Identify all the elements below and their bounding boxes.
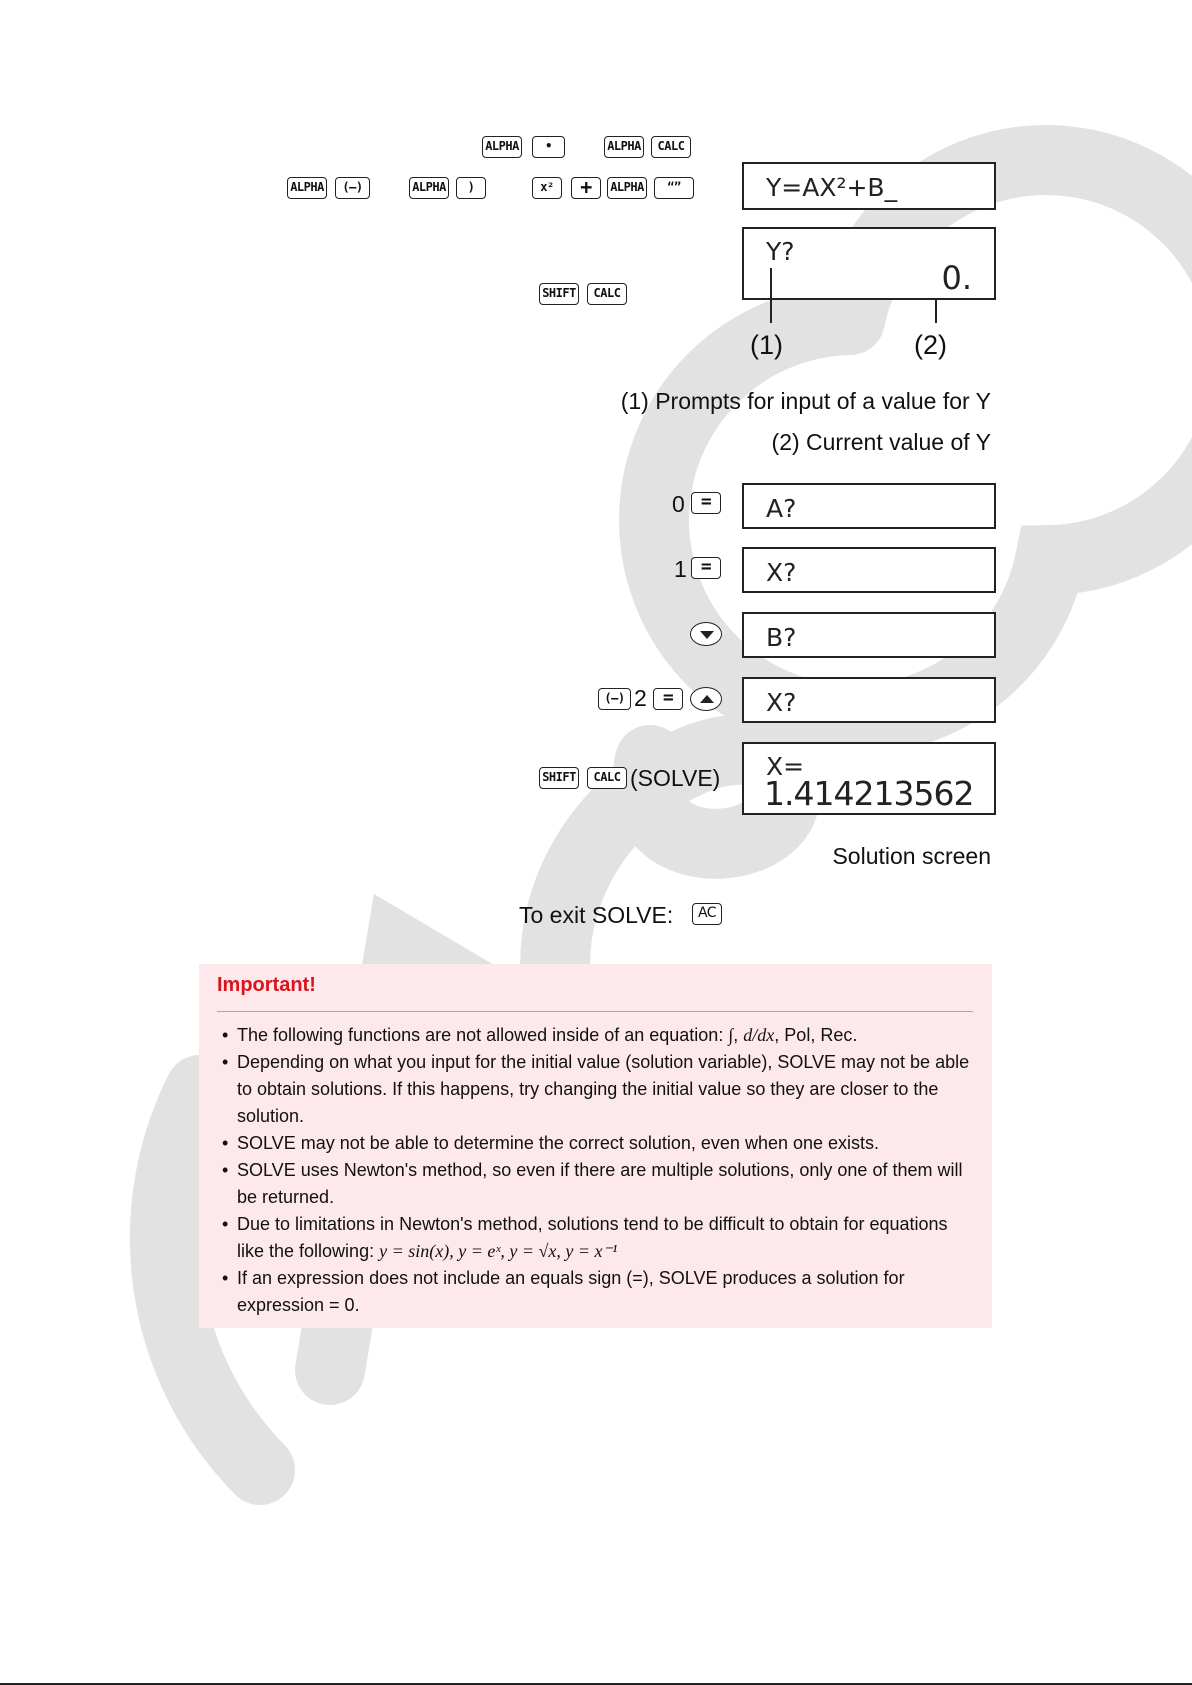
callout-label-2: (2): [914, 330, 947, 360]
quote-key: “”: [654, 177, 694, 199]
input-value-1: 1: [674, 556, 687, 582]
input-value-0: 0: [672, 491, 685, 517]
lcd-text: Y?: [766, 237, 795, 266]
list-item: [222, 1211, 974, 1265]
lcd-text: X?: [766, 688, 797, 717]
calc-key: CALC: [587, 283, 627, 305]
lcd-screen-y-prompt: [742, 227, 996, 300]
equation-examples: y = sin(x), y = eˣ, y = √x, y = x⁻¹: [379, 1241, 618, 1261]
solution-screen-caption: Solution screen: [832, 843, 991, 869]
important-box: [199, 964, 992, 1328]
note-prompt: (1) Prompts for input of a value for Y: [620, 388, 991, 414]
bullet-text: The following functions are not allowed inside of an equation:: [237, 1025, 724, 1045]
equals-key: =: [653, 688, 683, 710]
solve-label: (SOLVE): [630, 765, 721, 791]
list-item: • The following functions are not allowed inside of an equation: ∫, d/dx, Pol, Rec.: [222, 1022, 974, 1049]
down-arrow-icon: [691, 623, 723, 647]
callout-label-1: (1): [750, 330, 783, 360]
alpha-key: ALPHA: [409, 177, 449, 199]
shift-key: SHIFT: [539, 283, 579, 305]
list-item: • SOLVE uses Newton's method, so even if there are multiple solutions, only one of them will be returned.: [222, 1157, 974, 1211]
calc-key: CALC: [651, 136, 691, 158]
derivative-symbol: d/dx: [743, 1025, 775, 1045]
lcd-screen-x-prompt-2: [742, 677, 996, 723]
exit-solve-label: To exit SOLVE:: [519, 902, 674, 928]
cursor-up-key: [690, 687, 722, 711]
plus-key: +: [571, 177, 601, 199]
list-item: • If an expression does not include an equals sign (=), SOLVE produces a solution for expression = 0.: [222, 1265, 974, 1319]
right-paren-key: ): [456, 177, 486, 199]
alpha-key: ALPHA: [482, 136, 522, 158]
divider: [217, 1011, 973, 1012]
list-item: • SOLVE may not be able to determine the correct solution, even when one exists.: [222, 1130, 974, 1157]
x-squared-key: x²: [532, 177, 562, 199]
callout-line-2: [935, 298, 937, 323]
bullet-text: Due to limitations in Newton's method, solutions tend to be difficult to obtain for equations like the following:: [237, 1214, 948, 1261]
list-item: • Depending on what you input for the initial value (solution variable), SOLVE may not be able to obtain solutions. If this happens, try changing the initial value so they are closer to the solution.: [222, 1049, 974, 1130]
callout-line-1: [770, 268, 772, 323]
cursor-down-key: [690, 622, 722, 646]
calc-key: CALC: [587, 767, 627, 789]
lcd-text: B?: [766, 623, 797, 652]
negative-key: (—): [335, 177, 370, 199]
integral-symbol: ∫: [728, 1025, 734, 1045]
alpha-key: ALPHA: [287, 177, 327, 199]
lcd-screen-x-prompt: [742, 547, 996, 593]
lcd-screen-solution: [742, 742, 996, 815]
shift-key: SHIFT: [539, 767, 579, 789]
lcd-solution-value: 1.414213562: [764, 774, 974, 813]
alpha-key: ALPHA: [604, 136, 644, 158]
important-list: [222, 1022, 974, 1319]
important-title: Important!: [217, 974, 316, 996]
lcd-text: X=: [766, 752, 805, 781]
equals-key: =: [691, 557, 721, 579]
lcd-text: X?: [766, 558, 797, 587]
input-value-2: 2: [634, 685, 647, 711]
lcd-text: Y=AX²+B_: [766, 173, 898, 202]
comma-key: •: [532, 136, 565, 158]
lcd-screen-equation: [742, 162, 996, 210]
note-current-value: (2) Current value of Y: [771, 429, 991, 455]
ac-key: AC: [692, 903, 722, 925]
lcd-text: A?: [766, 494, 797, 523]
lcd-screen-a-prompt: [742, 483, 996, 529]
negative-key: (—): [598, 688, 631, 710]
lcd-screen-b-prompt: [742, 612, 996, 658]
alpha-key: ALPHA: [607, 177, 647, 199]
up-arrow-icon: [691, 688, 723, 712]
equals-key: =: [691, 492, 721, 514]
bullet-text: , Pol, Rec.: [774, 1025, 858, 1045]
lcd-value: 0.: [941, 259, 972, 297]
